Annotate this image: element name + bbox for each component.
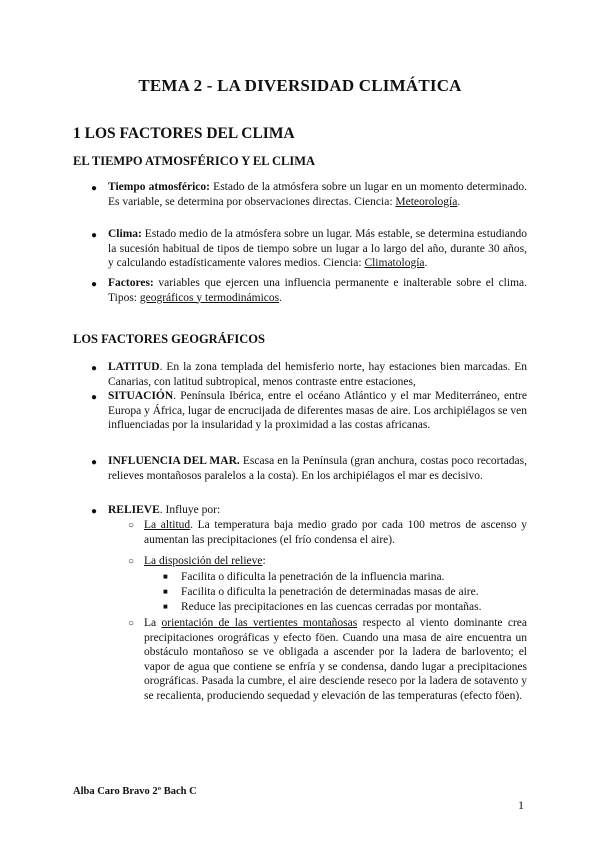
bullet-icon: ●	[91, 230, 98, 241]
square-bullet-icon: ■	[163, 572, 168, 581]
subsection-heading-geographic: LOS FACTORES GEOGRÁFICOS	[73, 332, 265, 346]
bullet-icon: ●	[91, 506, 98, 517]
list-item-latitud: LATITUD. En la zona templada del hemisferio norte, hay estaciones bien marcadas. En Canarias, con latitud subtropical, menos contraste entre estaciones,	[108, 361, 527, 388]
detail-item: Facilita o dificulta la penetración de determinadas masas de aire.	[181, 586, 479, 598]
bullet-icon: ●	[91, 392, 98, 403]
detail-item: Facilita o dificulta la penetración de la influencia marina.	[181, 571, 445, 583]
square-bullet-icon: ■	[163, 602, 168, 611]
list-item-situacion: SITUACIÓN. Península Ibérica, entre el océano Atlántico y el mar Mediterráneo, entre Europa y África, lugar de encrucijada de diferentes masas de aire. Los archipiélagos se ven influenciadas por la insularidad y la proximidad a las costas africanas.	[108, 390, 527, 431]
bullet-icon: ●	[91, 279, 98, 290]
bullet-icon: ●	[91, 183, 98, 194]
list-item-clima: Clima: Estado medio de la atmósfera sobre un lugar. Más estable, se determina estudiando la sucesión habitual de tipos de tiempo sobre un lugar a lo largo del año, durante 30 años, y calculando estadísticamente valores medios. Ciencia: Climatología.	[108, 228, 527, 269]
sublist-item-disposicion: La disposición del relieve:	[144, 555, 266, 567]
circle-bullet-icon: ○	[128, 618, 135, 629]
section-heading: 1 LOS FACTORES DEL CLIMA	[73, 125, 295, 142]
list-item-tiempo: Tiempo atmosférico: Estado de la atmósfera sobre un lugar en un momento determinado. Es variable, se determina por observaciones directas. Ciencia: Meteorología.	[108, 181, 527, 208]
subsection-heading-weather-climate: EL TIEMPO ATMOSFÉRICO Y EL CLIMA	[73, 154, 316, 168]
factores-tipos-link: geográficos y termodinámicos	[139, 291, 280, 304]
list-item-influencia-mar: INFLUENCIA DEL MAR. Escasa en la Península (gran anchura, costas poco recortadas, relieves montañosos paralelos a la costa). En los archipiélagos el mar es decisivo.	[108, 455, 527, 482]
bullet-icon: ●	[91, 363, 98, 374]
circle-bullet-icon: ○	[128, 556, 135, 567]
square-bullet-icon: ■	[163, 587, 168, 596]
bullet-icon: ●	[91, 457, 98, 468]
page-number: 1	[518, 798, 524, 812]
footer-author: Alba Caro Bravo 2º Bach C	[73, 786, 197, 797]
detail-item: Reduce las precipitaciones en las cuencas cerradas por montañas.	[181, 601, 482, 613]
sublist-item-orientacion: La orientación de las vertientes montañosas respecto al viento dominante crea precipitaciones orográficas y efecto föen. Cuando una masa de aire encuentra un obstáculo montañoso se ve obligada a ascender por la ladera de barlovento; el vapor de agua que contiene se enfría y se condensa, dando lugar a precipitaciones orográficas. Pasada la cumbre, el aire desciende reseco por la ladera de sotavento y se recalienta, produciendo sequedad y elevación de las temperaturas (efecto föen).	[144, 617, 528, 702]
list-item-relieve: RELIEVE. Influye por:	[108, 504, 221, 516]
circle-bullet-icon: ○	[128, 520, 135, 531]
meteorologia-link: Meteorología	[395, 195, 458, 208]
climatologia-link: Climatología	[364, 257, 425, 269]
list-item-factores: Factores: variables que ejercen una influencia permanente e inalterable sobre el clima. Tipos: geográficos y termodinámicos.	[108, 277, 527, 304]
page-title: TEMA 2 - LA DIVERSIDAD CLIMÁTICA	[138, 76, 462, 95]
sublist-item-altitud: La altitud. La temperatura baja medio grado por cada 100 metros de ascenso y aumentan las precipitaciones (el frío condensa el aire).	[144, 519, 528, 546]
